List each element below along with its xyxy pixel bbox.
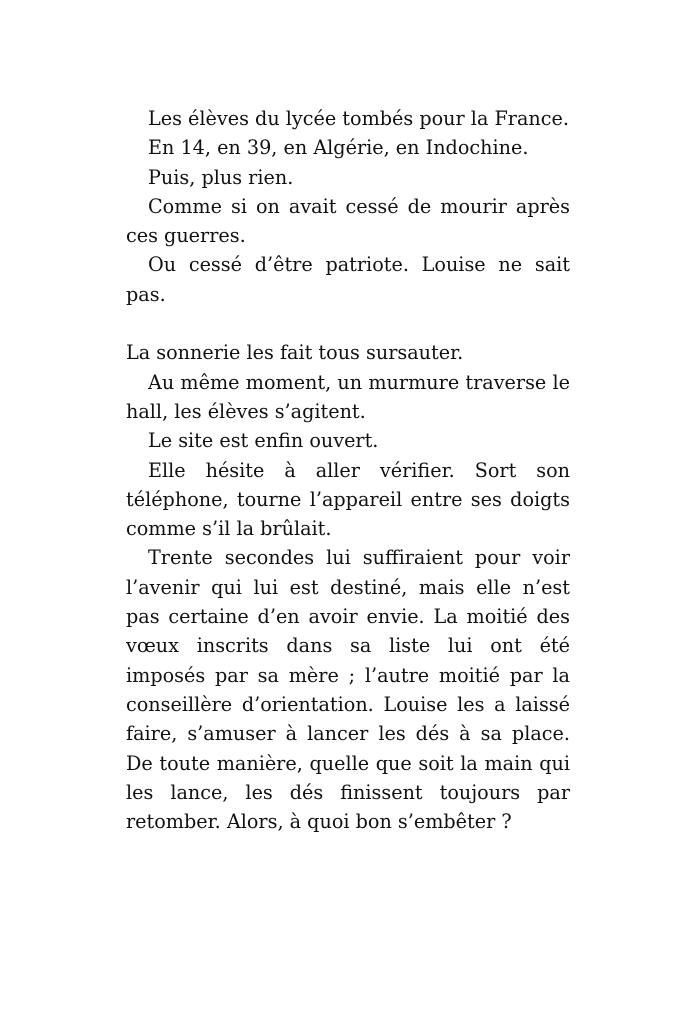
- paragraph: Le site est enfin ouvert.: [148, 429, 379, 453]
- paragraph: Elle hésite à aller vérifier. Sort son téléphone, tourne l’appareil entre ses doigts comme s’il la brûlait.: [126, 458, 570, 541]
- section-break: [126, 309, 570, 338]
- paragraph: Trente secondes lui suffiraient pour voir l’avenir qui lui est destiné, mais elle n’est pas certaine d’en avoir envie. La moitié des vœux inscrits dans sa liste lui ont été imposés par sa mère ; l’autre moitié par la conseillère d’orientation. Louise les a laissé faire, s’amuser à lancer les dés à sa place. De toute manière, quelle que soit la main qui les lance, les dés finissent toujours par retomber. Alors, à quoi bon s’embêter ?: [126, 546, 570, 834]
- paragraph: Au même moment, un murmure traverse le hall, les élèves s’agitent.: [126, 370, 570, 423]
- page-text: [126, 104, 570, 836]
- paragraph: Les élèves du lycée tombés pour la France.: [148, 107, 569, 130]
- paragraph: Comme si on avait cessé de mourir après ces guerres.: [126, 194, 570, 248]
- paragraph: Ou cessé d’être patriote. Louise ne sait pas.: [126, 253, 570, 306]
- paragraph: En 14, en 39, en Algérie, en Indochine.: [148, 136, 529, 160]
- paragraph: La sonnerie les fait tous sursauter.: [126, 341, 464, 365]
- paragraph: Puis, plus rien.: [148, 165, 294, 189]
- section-bell: [126, 338, 570, 836]
- section-memorial: [126, 104, 570, 309]
